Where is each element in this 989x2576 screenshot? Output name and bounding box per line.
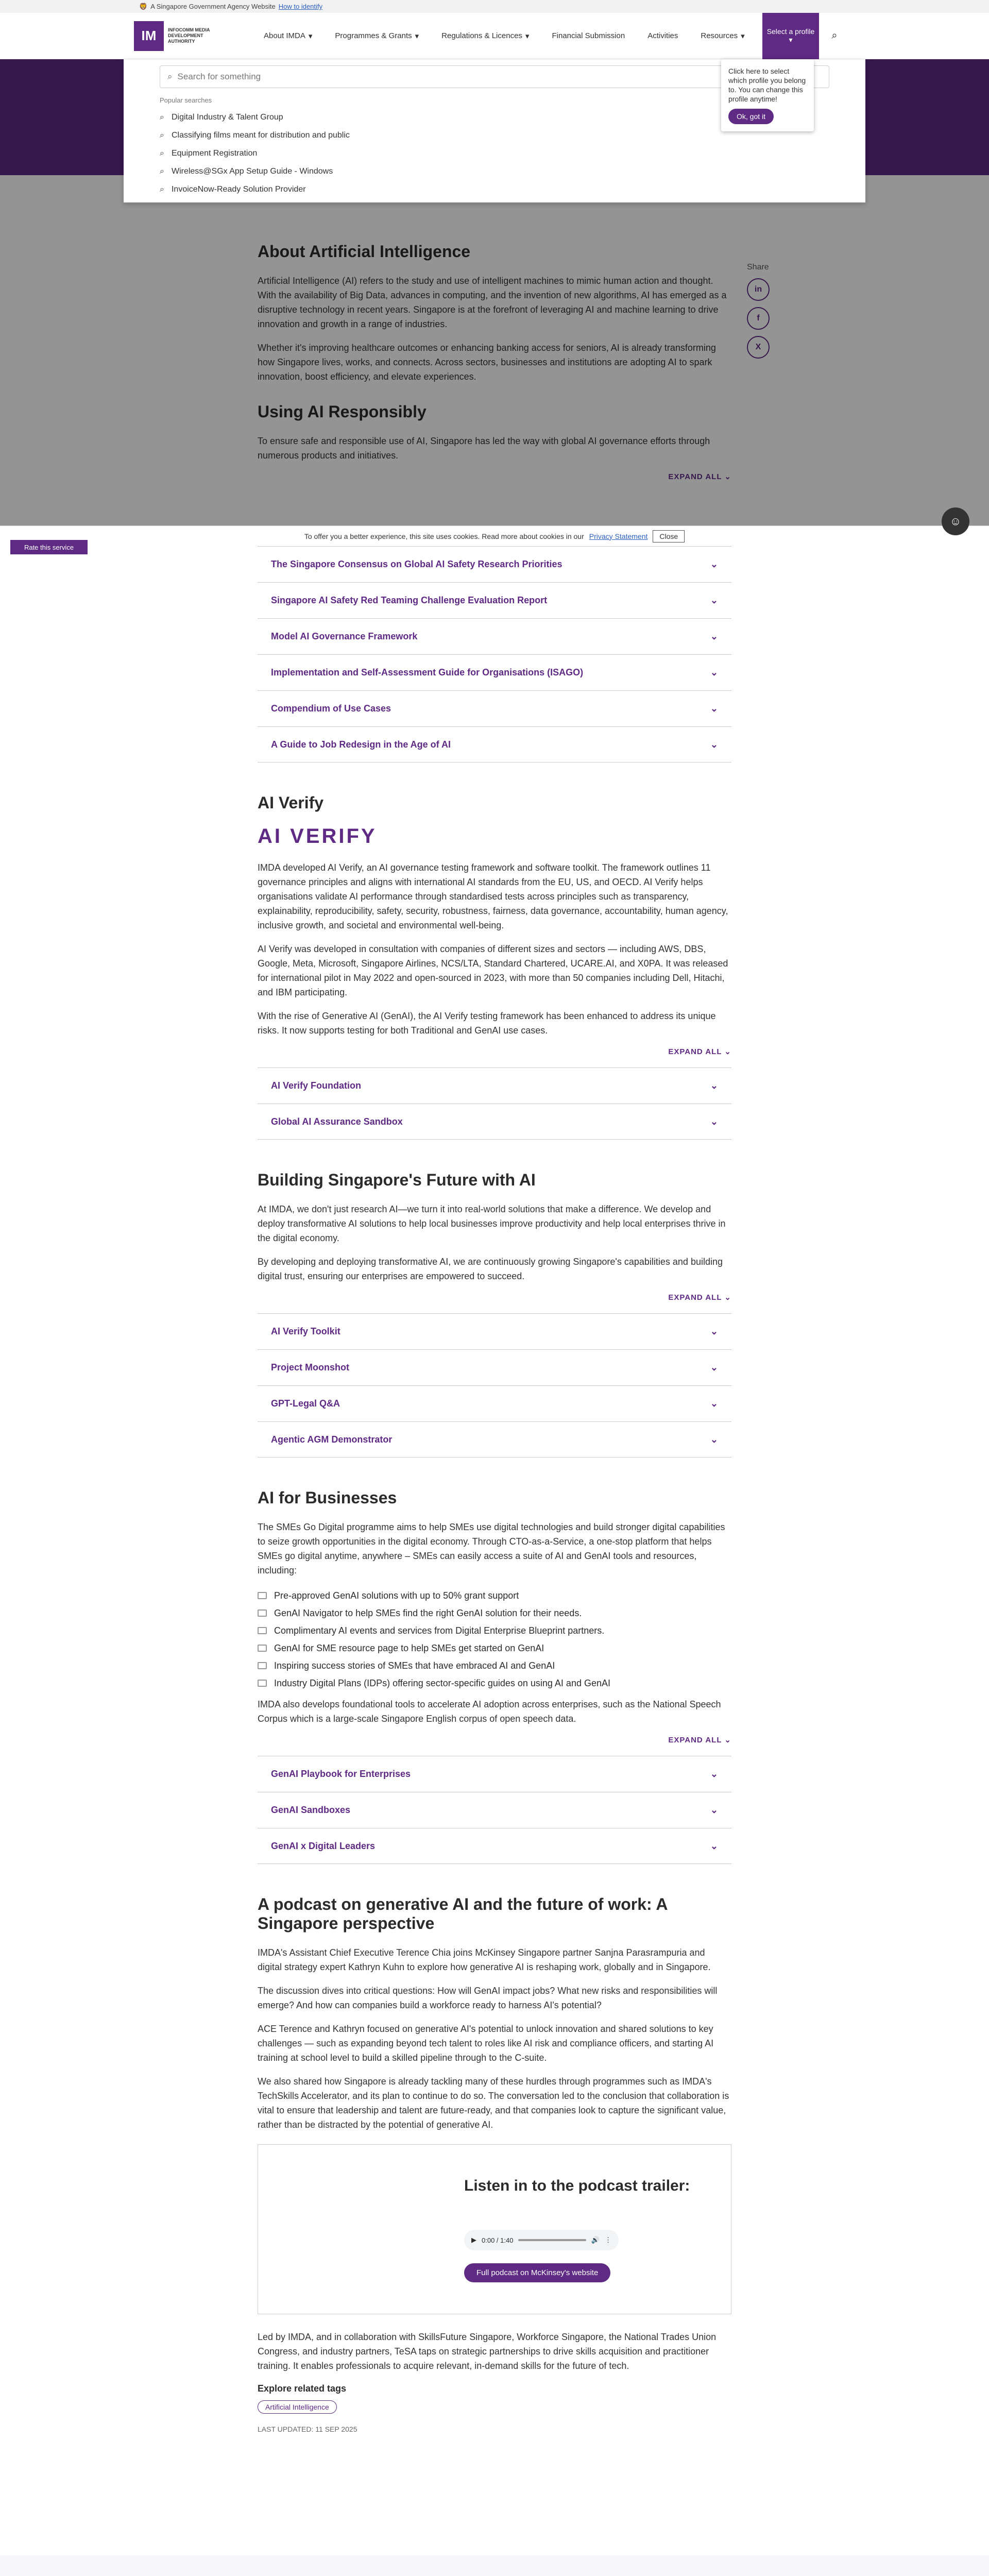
chevron-down-icon: ⌄ (710, 631, 718, 641)
chevron-down-icon: ▾ (741, 31, 745, 41)
accordion-item[interactable]: GenAI Playbook for Enterprises ⌄ (258, 1756, 731, 1792)
ai-verify-logo: AI VERIFY (258, 825, 377, 848)
tags-label: Explore related tags (258, 2383, 347, 2394)
explore-section (0, 2555, 989, 2576)
external-link-icon (258, 1662, 267, 1669)
search-icon: ⌕ (160, 130, 164, 140)
section-title: Building Singapore's Future with AI (258, 1171, 536, 1189)
search-suggestion[interactable]: ⌕ Classifying films meant for distribution and public (160, 130, 350, 140)
accordion-item[interactable]: AI Verify Toolkit ⌄ (258, 1313, 731, 1349)
share-label: Share (747, 263, 769, 272)
chevron-down-icon: ▾ (415, 31, 419, 41)
accordion-item[interactable]: GenAI x Digital Leaders ⌄ (258, 1828, 731, 1864)
site-header (0, 13, 989, 59)
paragraph: We also shared how Singapore is already tackling many of these hurdles through programmes such as IMDA's TechSkills Accelerator, and its plan to continue to do so. The conversation led to the conclusion that collaboration is vital to ensure that leadership and talent are future-ready, and that companies look to capture the significant value, rather than be distracted by the potential of generative AI. (258, 2076, 729, 2130)
expand-all-button[interactable]: EXPAND ALL ⌄ (668, 1047, 731, 1056)
search-suggestion[interactable]: ⌕ Equipment Registration (160, 148, 258, 158)
chevron-down-icon: ▾ (308, 31, 313, 41)
paragraph: IMDA's Assistant Chief Executive Terence Chia joins McKinsey Singapore partner Sanjna Parasrampuria and digital strategy expert Kathryn Kuhn to explore how generative AI is reshaping work, globally and in Singapore. (258, 1947, 711, 1972)
audio-progress[interactable] (518, 2239, 586, 2241)
section-title: Using AI Responsibly (258, 402, 427, 421)
paragraph: IMDA developed AI Verify, an AI governance testing framework and software toolkit. The framework outlines 11 governance principles and aligns with international AI standards from the EU, US, and OECD. AI Verify helps organisations validate AI performance through standardised tests across principles such as transparency, explainability, reproducibility, safety, security, robustness, fairness, data governance, accountability, human agency, inclusive growth, and societal and environmental well-being. (258, 862, 728, 930)
paragraph: Led by IMDA, and in collaboration with SkillsFuture Singapore, Workforce Singapore, the National Trades Union Congress, and industry partners, TeSA taps on strategic partnerships to drive skills acquisition and practitioner training. It enables professionals to acquire relevant, in-demand skills for the future of tech. (258, 2332, 717, 2371)
facebook-icon[interactable]: f (747, 307, 770, 330)
search-icon: ⌕ (160, 166, 164, 176)
accordion-item[interactable]: Global AI Assurance Sandbox ⌄ (258, 1104, 731, 1140)
paragraph: Artificial Intelligence (AI) refers to the study and use of intelligent machines to mimic human action and thought. With the availability of Big Data, advances in computing, and the invention of new algorithms, AI has emerged as a disruptive technology in recent years. Singapore is at the forefront of leveraging AI and machine learning to drive innovation and growth in a range of industries. (258, 276, 727, 329)
section-title: About Artificial Intelligence (258, 242, 471, 261)
section-title: AI Verify (258, 793, 324, 812)
rate-service-button[interactable]: Rate this service (10, 540, 88, 554)
chevron-down-icon: ▾ (789, 36, 793, 44)
search-icon: ⌕ (160, 148, 164, 158)
podcast-card (258, 2144, 731, 2314)
nav-about[interactable]: About IMDA ▾ (264, 31, 313, 41)
paragraph: ACE Terence and Kathryn focused on generative AI's potential to unlock innovation and shared solutions to key challenges — such as expanding beyond tech talent to roles like AI risk and compliance officers, and starting AI training at school level to build a skilled pipeline through to the C-suite. (258, 2024, 714, 2063)
nav-financial[interactable]: Financial Submission (552, 31, 625, 40)
podcast-trailer-title: Listen in to the podcast trailer: (464, 2177, 690, 2194)
chevron-down-icon: ⌄ (710, 559, 718, 569)
bullet-list (258, 1587, 731, 1692)
chevron-down-icon: ⌄ (710, 667, 718, 677)
main-nav (252, 13, 850, 59)
chevron-down-icon: ⌄ (710, 595, 718, 605)
list-item[interactable]: Complimentary AI events and services from Digital Enterprise Blueprint partners. (258, 1622, 731, 1639)
logo-text: INFOCOMM MEDIA DEVELOPMENT AUTHORITY (168, 27, 210, 44)
accordion-item[interactable]: GPT-Legal Q&A ⌄ (258, 1385, 731, 1421)
external-link-icon (258, 1680, 267, 1687)
external-link-icon (258, 1645, 267, 1652)
accordion-item[interactable]: GenAI Sandboxes ⌄ (258, 1792, 731, 1828)
profile-tooltip (721, 59, 814, 131)
accordion-item[interactable]: AI Verify Foundation ⌄ (258, 1067, 731, 1104)
list-item[interactable]: Pre-approved GenAI solutions with up to 50% grant support (258, 1587, 731, 1604)
paragraph: To ensure safe and responsible use of AI, Singapore has led the way with global AI governance efforts through numerous products and initiatives. (258, 436, 710, 461)
chatbot-icon[interactable]: ☺ (942, 507, 969, 535)
search-icon: ⌕ (167, 72, 173, 81)
paragraph: The discussion dives into critical questions: How will GenAI impact jobs? What new risks and responsibilities will emerge? And how can companies build a workforce ready to harness AI's potential? (258, 1986, 718, 2010)
lion-icon: 🦁 (139, 2, 148, 10)
imda-logo[interactable] (134, 21, 252, 51)
search-icon: ⌕ (160, 112, 164, 122)
paragraph: By developing and deploying transformative AI, we are continuously growing Singapore's capabilities and building digital trust, ensuring our enterprises are empowered to succeed. (258, 1257, 723, 1281)
play-icon[interactable]: ▶ (471, 2236, 476, 2244)
paragraph: With the rise of Generative AI (GenAI), the AI Verify testing framework has been enhanced to address its unique risks. It now supports testing for both Traditional and GenAI use cases. (258, 1011, 716, 1036)
gov-bar (0, 0, 989, 13)
list-item[interactable]: Industry Digital Plans (IDPs) offering sector-specific guides on using AI and GenAI (258, 1674, 731, 1692)
accordion-item[interactable]: Implementation and Self-Assessment Guide for Organisations (ISAGO) ⌄ (258, 654, 731, 690)
accordion-item[interactable]: Model AI Governance Framework ⌄ (258, 618, 731, 654)
last-updated: LAST UPDATED: 11 SEP 2025 (258, 2425, 357, 2433)
external-link-icon (258, 1592, 267, 1599)
full-podcast-button[interactable]: Full podcast on McKinsey's website (464, 2263, 610, 2282)
external-link-icon (258, 1627, 267, 1634)
nav-programmes[interactable]: Programmes & Grants ▾ (335, 31, 419, 41)
list-item[interactable]: GenAI for SME resource page to help SMEs get started on GenAI (258, 1639, 731, 1657)
paragraph: At IMDA, we don't just research AI—we turn it into real-world solutions that make a difference. We develop and deploy transformative AI solutions to help local businesses improve productivity and help local enterprises thrive in the digital economy. (258, 1204, 726, 1243)
cookie-banner: To offer you a better experience, this site uses cookies. Read more about cookies in our Privacy Statement Close (0, 526, 989, 546)
nav-regulations[interactable]: Regulations & Licences ▾ (441, 31, 530, 41)
chevron-down-icon: ⌄ (710, 1398, 718, 1409)
x-icon[interactable]: X (747, 336, 770, 359)
accordion-item[interactable]: A Guide to Job Redesign in the Age of AI ⌄ (258, 726, 731, 762)
paragraph: Whether it's improving healthcare outcomes or enhancing banking access for seniors, AI is already transforming how Singapore lives, works, and connects. Across sectors, businesses and institutions are adopting AI to spark innovation, boost efficiency, and elevate experiences. (258, 343, 716, 382)
expand-all-button[interactable]: EXPAND ALL ⌄ (668, 472, 731, 481)
volume-icon[interactable]: 🔊 (591, 2236, 600, 2244)
expand-all-button[interactable]: EXPAND ALL ⌄ (668, 1736, 731, 1744)
chevron-down-icon: ⌄ (710, 1434, 718, 1445)
accordion-item[interactable]: Agentic AGM Demonstrator ⌄ (258, 1421, 731, 1458)
external-link-icon (258, 1609, 267, 1617)
chevron-down-icon: ⌄ (710, 1805, 718, 1815)
accordion-item[interactable]: Project Moonshot ⌄ (258, 1349, 731, 1385)
accordion-item[interactable]: The Singapore Consensus on Global AI Safety Research Priorities ⌄ (258, 546, 731, 582)
linkedin-icon[interactable]: in (747, 278, 770, 301)
search-input[interactable]: ⌕ Search for something (160, 65, 829, 88)
logo-mark: IM (134, 21, 164, 51)
audio-player[interactable] (464, 2230, 619, 2250)
nav-resources[interactable]: Resources ▾ (701, 31, 745, 41)
search-icon[interactable]: ⌕ (831, 30, 838, 41)
search-suggestion[interactable]: ⌕ Wireless@SGx App Setup Guide - Windows (160, 166, 333, 176)
search-suggestion[interactable]: ⌕ InvoiceNow-Ready Solution Provider (160, 184, 306, 194)
tooltip-ok-button[interactable]: Ok, got it (728, 109, 774, 124)
paragraph: IMDA also develops foundational tools to accelerate AI adoption across enterprises, such as the National Speech Corpus which is a large-scale Singapore English corpus of open speech data. (258, 1699, 721, 1724)
identify-link[interactable]: How to identify (278, 3, 323, 10)
privacy-link[interactable]: Privacy Statement (589, 532, 648, 540)
cookie-close-button[interactable]: Close (653, 530, 685, 543)
list-item[interactable]: Inspiring success stories of SMEs that have embraced AI and GenAI (258, 1657, 731, 1674)
chevron-down-icon: ⌄ (710, 1080, 718, 1091)
chevron-down-icon: ⌄ (710, 1840, 718, 1851)
section-title: A podcast on generative AI and the future of work: A Singapore perspective (258, 1895, 668, 1933)
chevron-down-icon: ⌄ (710, 1326, 718, 1336)
paragraph: AI Verify was developed in consultation with companies of different sizes and sectors — including AWS, DBS, Google, Meta, Microsoft, Singapore Airlines, NCS/LTA, Standard Chartered, UCARE.AI, and X0PA. It was released for international pilot in May 2022 and open-sourced in 2023, with more than 50 companies including Dell, Hitachi, and IBM participating. (258, 944, 728, 997)
chevron-down-icon: ⌄ (710, 703, 718, 714)
accordion-item[interactable]: Compendium of Use Cases ⌄ (258, 690, 731, 726)
popular-searches-label: Popular searches (160, 96, 212, 104)
chevron-down-icon: ⌄ (710, 1769, 718, 1779)
search-icon: ⌕ (160, 184, 164, 194)
tooltip-text: Click here to select which profile you belong to. You can change this profile anytime! (728, 67, 806, 103)
chevron-down-icon: ▾ (525, 31, 530, 41)
gov-bar-text: A Singapore Government Agency Website (150, 3, 276, 10)
chevron-down-icon: ⌄ (710, 1116, 718, 1127)
more-icon[interactable]: ⋮ (605, 2236, 611, 2244)
chevron-down-icon: ⌄ (710, 739, 718, 750)
search-suggestion[interactable]: ⌕ Digital Industry & Talent Group (160, 112, 283, 122)
chevron-down-icon: ⌄ (710, 1362, 718, 1372)
expand-all-button[interactable]: EXPAND ALL ⌄ (668, 1293, 731, 1302)
select-profile-button[interactable]: Select a profile ▾ (762, 13, 819, 59)
paragraph: The SMEs Go Digital programme aims to help SMEs use digital technologies and build stronger digital capabilities to seize growth opportunities in the digital economy. Through CTO-as-a-Service, a one-stop platform that helps SMEs go digital anytime, anywhere – SMEs can easily access a suite of AI and GenAI tools and resources, including: (258, 1522, 725, 1575)
tag-chip[interactable]: Artificial Intelligence (258, 2400, 337, 2414)
responsibly-accordion (258, 546, 731, 2433)
accordion-item[interactable]: Singapore AI Safety Red Teaming Challenge Evaluation Report ⌄ (258, 582, 731, 618)
nav-activities[interactable]: Activities (647, 31, 678, 40)
list-item[interactable]: GenAI Navigator to help SMEs find the right GenAI solution for their needs. (258, 1604, 731, 1622)
audio-time: 0:00 / 1:40 (482, 2236, 514, 2244)
section-title: AI for Businesses (258, 1488, 397, 1507)
